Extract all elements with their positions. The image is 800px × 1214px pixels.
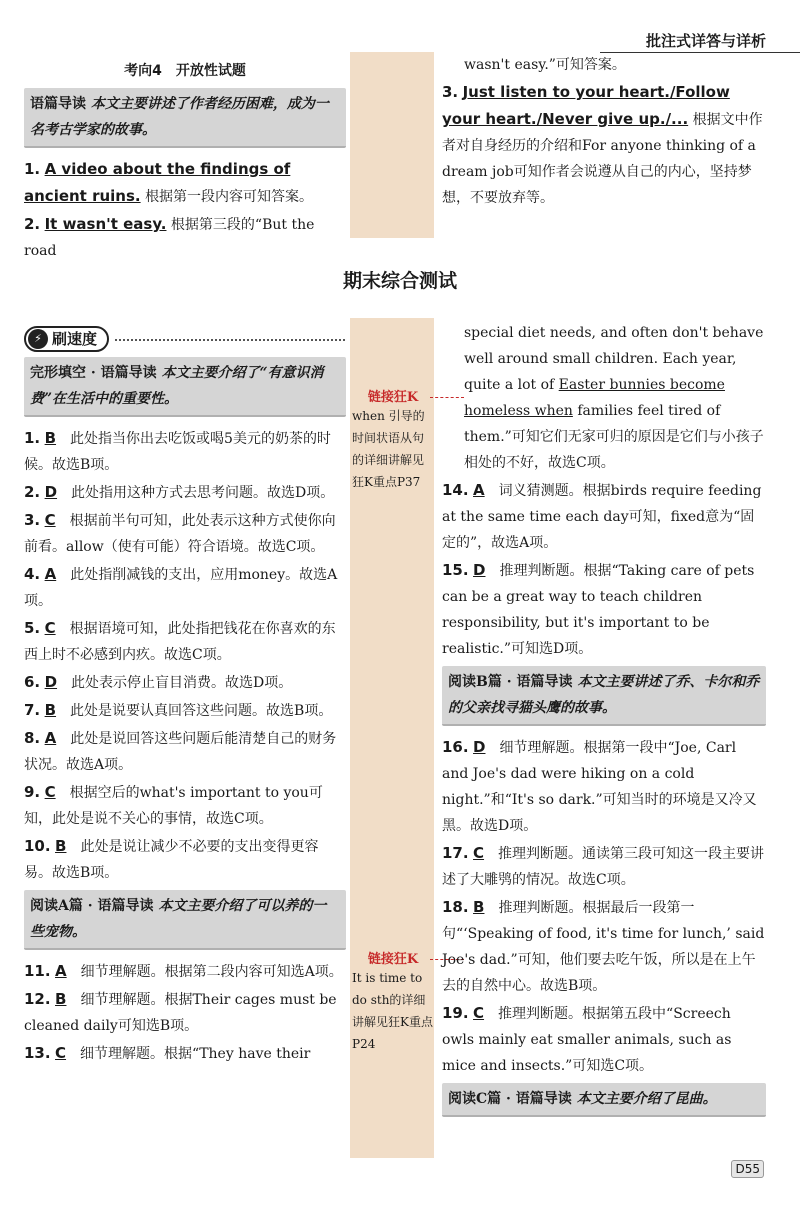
item-text: 根据文中作者对自身经历的介绍和For anyone thinking of a dream job可知作者会说遵从自己的内心，坚持梦想，不要放弃等。 xyxy=(442,112,763,206)
readB-item xyxy=(442,734,766,839)
readB-item xyxy=(442,894,766,999)
item-13-continuation xyxy=(442,320,766,476)
section-title: 期末综合测试 xyxy=(342,270,457,292)
item-answer: C xyxy=(44,511,56,529)
item-answer: C xyxy=(44,619,56,637)
readC-guide-text: 本文主要介绍了昆曲。 xyxy=(576,1091,717,1107)
item-text: 推理判断题。通读第三段可知这一段主要讲述了大雕鸮的情况。故选C项。 xyxy=(442,846,765,888)
item-number: 4. xyxy=(24,565,41,583)
cloze-guide-text: 本文主要介绍了“有意识消费”在生活中的重要性。 xyxy=(30,365,324,407)
item-number: 1. xyxy=(24,160,41,178)
item-answer: B xyxy=(473,898,485,916)
cloze-item xyxy=(24,697,346,724)
kaoxiang-title: 考向4 开放性试题 xyxy=(124,63,246,79)
item-answer: A xyxy=(55,962,67,980)
cont-text: special diet needs, and often don't behave well around small children. Each year, quite a lot of xyxy=(464,325,764,393)
main-right-column xyxy=(442,320,766,1125)
item-number: 11. xyxy=(24,962,51,980)
item-text: 推理判断题。根据“Taking care of pets can be a great way to teach children responsibility, but it's important to be realistic.”可知选D项。 xyxy=(442,563,755,657)
item-number: 5. xyxy=(24,619,41,637)
item-number: 12. xyxy=(24,990,51,1008)
item-answer: B xyxy=(44,701,57,719)
speed-badge xyxy=(24,326,109,352)
item-text: 细节理解题。根据“They have their xyxy=(80,1046,311,1062)
item-number: 6. xyxy=(24,673,41,691)
link-text: It is time to do sth的详细讲解见狂K重点P24 xyxy=(352,971,433,1051)
item-answer: B xyxy=(55,837,67,855)
cloze-item xyxy=(24,615,346,668)
item-number: 9. xyxy=(24,783,41,801)
item-text: 此处是说要认真回答这些问题。故选B项。 xyxy=(70,703,333,719)
top-guide-box xyxy=(24,88,346,148)
readB-guide-label: 阅读B篇 · 语篇导读 xyxy=(448,674,573,690)
top-right-column xyxy=(442,52,766,212)
readA-guide-text: 本文主要介绍了可以养的一些宠物。 xyxy=(30,898,327,940)
item-answer: A xyxy=(44,565,57,583)
item-text: 根据语境可知，此处指把钱花在你喜欢的东西上时不必感到内疚。故选C项。 xyxy=(24,621,336,663)
item-answer: A video about the findings of ancient ruins. xyxy=(24,160,291,205)
item-number: 8. xyxy=(24,729,41,747)
cloze-guide-label: 完形填空 · 语篇导读 xyxy=(30,365,157,381)
top-item-3 xyxy=(442,79,766,211)
header-title: 批注式详答与详析 xyxy=(645,32,766,50)
link-note-1 xyxy=(352,386,434,493)
item-number: 18. xyxy=(442,898,469,916)
cloze-item xyxy=(24,425,346,478)
item-answer: A xyxy=(44,729,57,747)
item-text: 此处是说回答这些问题后能清楚自己的财务状况。故选A项。 xyxy=(24,731,337,773)
item-number: 3. xyxy=(24,511,41,529)
item-number: 15. xyxy=(442,561,469,579)
readA-item xyxy=(24,1040,346,1067)
item-answer: D xyxy=(44,673,58,691)
item-text: 根据空后的what's important to you可知，此处是说不关心的事情，故选C项。 xyxy=(24,785,323,827)
item-answer: It wasn't easy. xyxy=(44,215,167,233)
cloze-item xyxy=(24,507,346,560)
top-guide-text: 本文主要讲述了作者经历困难，成为一名考古学家的故事。 xyxy=(30,96,329,138)
read-item xyxy=(442,557,766,662)
item-answer: C xyxy=(44,783,56,801)
badge-label: 刷速度 xyxy=(52,330,98,348)
item-text: 词义猜测题。根据birds require feeding at the same time each day可知，fixed意为“固定的”，故选A项。 xyxy=(442,483,762,551)
item-text: 根据第一段内容可知答案。 xyxy=(145,189,314,205)
item-answer: A xyxy=(473,481,485,499)
top-item-2 xyxy=(24,211,346,264)
item-number: 1. xyxy=(24,429,41,447)
item-text: 此处指当你出去吃饭或喝5美元的奶茶的时候。故选B项。 xyxy=(24,431,331,473)
readA-guide-label: 阅读A篇 · 语篇导读 xyxy=(30,898,154,914)
link-text: when 引导的时间状语从句的详细讲解见狂K重点P37 xyxy=(352,409,425,489)
item-number: 14. xyxy=(442,481,469,499)
lightning-icon: ⚡ xyxy=(28,329,48,349)
link-note-2 xyxy=(352,948,434,1055)
item-answer: C xyxy=(473,844,485,862)
item-text: 细节理解题。根据第一段中“Joe, Carl and Joe's dad were hiking on a cold night.”和“It's so dark.”可知当时的环境是又冷又黑。故选D项。 xyxy=(442,740,757,834)
cloze-guide-box xyxy=(24,357,346,417)
item-answer: B xyxy=(44,429,57,447)
readA-guide-box xyxy=(24,890,346,950)
item-text: 此处是说让减少不必要的支出变得更容易。故选B项。 xyxy=(24,839,319,881)
item-text: 推理判断题。根据第五段中“Screech owls mainly eat smaller animals, such as mice and insects.”可知选C项。 xyxy=(442,1006,732,1074)
cont-text: families feel tired of them.”可知它们无家可归的原因是它们与小孩子相处的不好，故选C项。 xyxy=(464,403,764,471)
link-title: 链接狂K xyxy=(367,390,419,405)
item-answer: B xyxy=(55,990,67,1008)
top-margin-bar xyxy=(350,52,434,238)
item-number: 10. xyxy=(24,837,51,855)
readC-guide-box xyxy=(442,1083,766,1117)
dotted-divider xyxy=(115,339,345,341)
item-text: 细节理解题。根据第二段内容可知选A项。 xyxy=(80,964,343,980)
item-number: 16. xyxy=(442,738,469,756)
top-item-1 xyxy=(24,156,346,210)
item-answer: C xyxy=(473,1004,485,1022)
read-item xyxy=(442,477,766,556)
cloze-item xyxy=(24,479,346,506)
item-text: 根据前半句可知，此处表示这种方式使你向前看。allow（使有可能）符合语境。故选C项。 xyxy=(24,513,336,555)
item-number: 7. xyxy=(24,701,41,719)
item-number: 2. xyxy=(24,215,41,233)
cloze-item xyxy=(24,561,346,614)
item-number: 17. xyxy=(442,844,469,862)
link-title: 链接狂K xyxy=(367,952,419,967)
item-text: 此处指用这种方式去思考问题。故选D项。 xyxy=(71,485,335,501)
cloze-item xyxy=(24,779,346,832)
readB-item xyxy=(442,840,766,893)
item-number: 2. xyxy=(24,483,41,501)
cont-underlined: Easter bunnies become homeless when xyxy=(464,377,725,419)
readB-guide-box xyxy=(442,666,766,726)
item-text: 细节理解题。根据Their cages must be cleaned daily可知选B项。 xyxy=(24,992,337,1034)
readC-guide-label: 阅读C篇 · 语篇导读 xyxy=(448,1091,572,1107)
top-guide-label: 语篇导读 xyxy=(30,96,86,112)
item-text: 推理判断题。根据最后一段第一句“‘Speaking of food, it's time for lunch,’ said Joe's dad.”可知，他们要去吃午饭，所以是在上午去的自然中心。故选B项。 xyxy=(442,900,765,994)
page-number: D55 xyxy=(731,1160,764,1178)
readB-item xyxy=(442,1000,766,1079)
item-answer: D xyxy=(44,483,58,501)
readA-item xyxy=(24,958,346,985)
readA-item xyxy=(24,986,346,1039)
item-answer: D xyxy=(473,561,486,579)
item-answer: D xyxy=(473,738,486,756)
item-number: 19. xyxy=(442,1004,469,1022)
item-text: 此处指削减钱的支出，应用money。故选A项。 xyxy=(24,567,338,609)
top-left-column xyxy=(24,58,346,265)
item-number: 3. xyxy=(442,83,459,101)
top-right-continuation: wasn't easy.”可知答案。 xyxy=(464,57,626,73)
cloze-item xyxy=(24,725,346,778)
readB-guide-text: 本文主要讲述了乔、卡尔和乔的父亲找寻猫头鹰的故事。 xyxy=(448,674,760,716)
item-answer: Just listen to your heart./Follow your heart./Never give up./... xyxy=(442,83,730,128)
item-answer: C xyxy=(55,1044,67,1062)
cloze-item xyxy=(24,669,346,696)
item-text: 此处表示停止盲目消费。故选D项。 xyxy=(71,675,293,691)
cloze-item xyxy=(24,833,346,886)
item-text: 根据第三段的“But the road xyxy=(24,217,315,259)
item-number: 13. xyxy=(24,1044,51,1062)
main-left-column xyxy=(24,326,346,1068)
badge-row xyxy=(24,326,346,353)
